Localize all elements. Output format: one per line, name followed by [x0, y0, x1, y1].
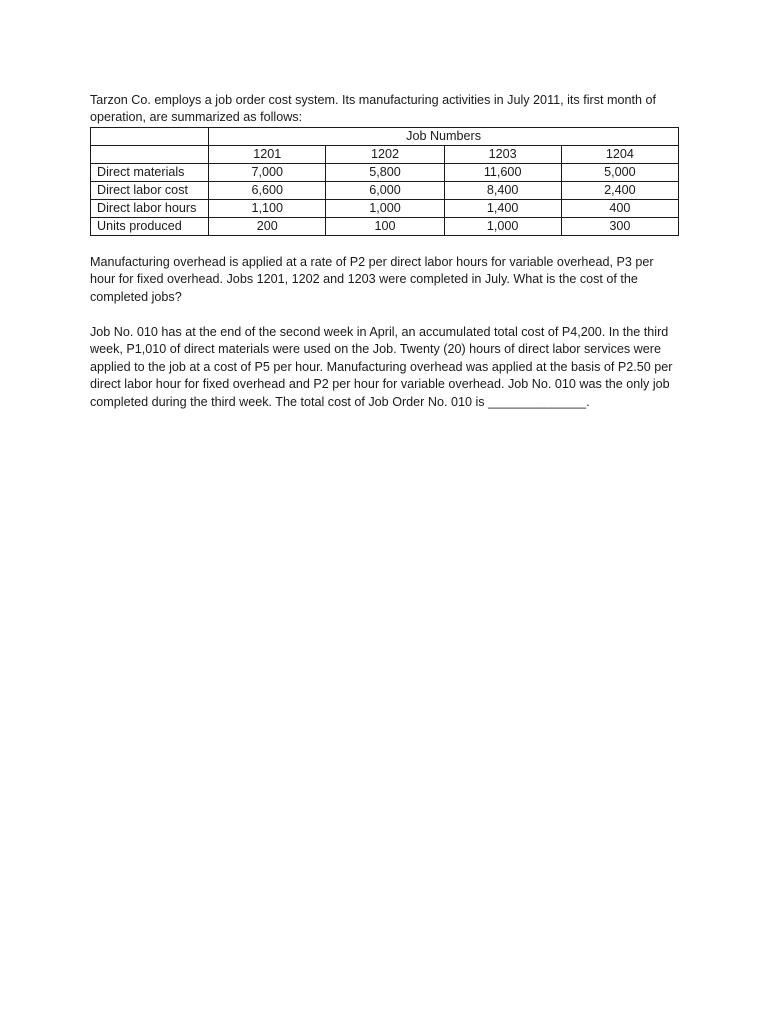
table-cell: 1,100	[209, 199, 326, 217]
table-header-blank-cell	[91, 145, 209, 163]
table-cell: 8,400	[444, 181, 561, 199]
problem-one-paragraph: Manufacturing overhead is applied at a rate of P2 per direct labor hours for variable overhead, P3 per hour for fixed overhead. Jobs 1201, 1202 and 1203 were completed in July. What is the cost of the completed jobs?	[90, 254, 654, 304]
table-row	[91, 199, 679, 217]
job-column-header: 1201	[209, 145, 326, 163]
table-cell: 1,400	[444, 199, 561, 217]
table-cell: 2,400	[561, 181, 678, 199]
row-label: Units produced	[91, 217, 209, 235]
job-cost-table	[90, 127, 679, 236]
table-cell: 11,600	[444, 163, 561, 181]
job-column-header: 1202	[326, 145, 444, 163]
table-cell: 5,000	[561, 163, 678, 181]
table-cell: 400	[561, 199, 678, 217]
job-numbers-header: Job Numbers	[209, 127, 679, 145]
table-cell: 300	[561, 217, 678, 235]
table-group-header-row	[91, 127, 679, 145]
table-row	[91, 163, 679, 181]
intro-paragraph: Tarzon Co. employs a job order cost system. Its manufacturing activities in July 2011, its first month of operation, are summarized as follows:	[90, 93, 657, 125]
table-row	[91, 217, 679, 235]
table-cell: 200	[209, 217, 326, 235]
problem-two-paragraph: Job No. 010 has at the end of the second week in April, an accumulated total cost of P4,200. In the third week, P1,010 of direct materials were used on the Job. Twenty (20) hours of direct labor services were applied to the job at a cost of P5 per hour. Manufacturing overhead was applied at the basis of P2.50 per direct labor hour for fixed overhead and P2 per hour for variable overhead. Job No. 010 was the only job completed during the third week. The total cost of Job Order No. 010 is ______________.	[90, 325, 673, 409]
row-label: Direct materials	[91, 163, 209, 181]
row-label: Direct labor hours	[91, 199, 209, 217]
table-cell: 6,600	[209, 181, 326, 199]
job-column-header: 1204	[561, 145, 678, 163]
table-cell: 1,000	[326, 199, 444, 217]
table-cell: 5,800	[326, 163, 444, 181]
table-corner-cell	[91, 127, 209, 145]
row-label: Direct labor cost	[91, 181, 209, 199]
table-cell: 1,000	[444, 217, 561, 235]
table-cell: 100	[326, 217, 444, 235]
table-row	[91, 181, 679, 199]
table-cell: 7,000	[209, 163, 326, 181]
job-column-header: 1203	[444, 145, 561, 163]
document-page	[90, 92, 680, 411]
table-column-header-row	[91, 145, 679, 163]
table-cell: 6,000	[326, 181, 444, 199]
